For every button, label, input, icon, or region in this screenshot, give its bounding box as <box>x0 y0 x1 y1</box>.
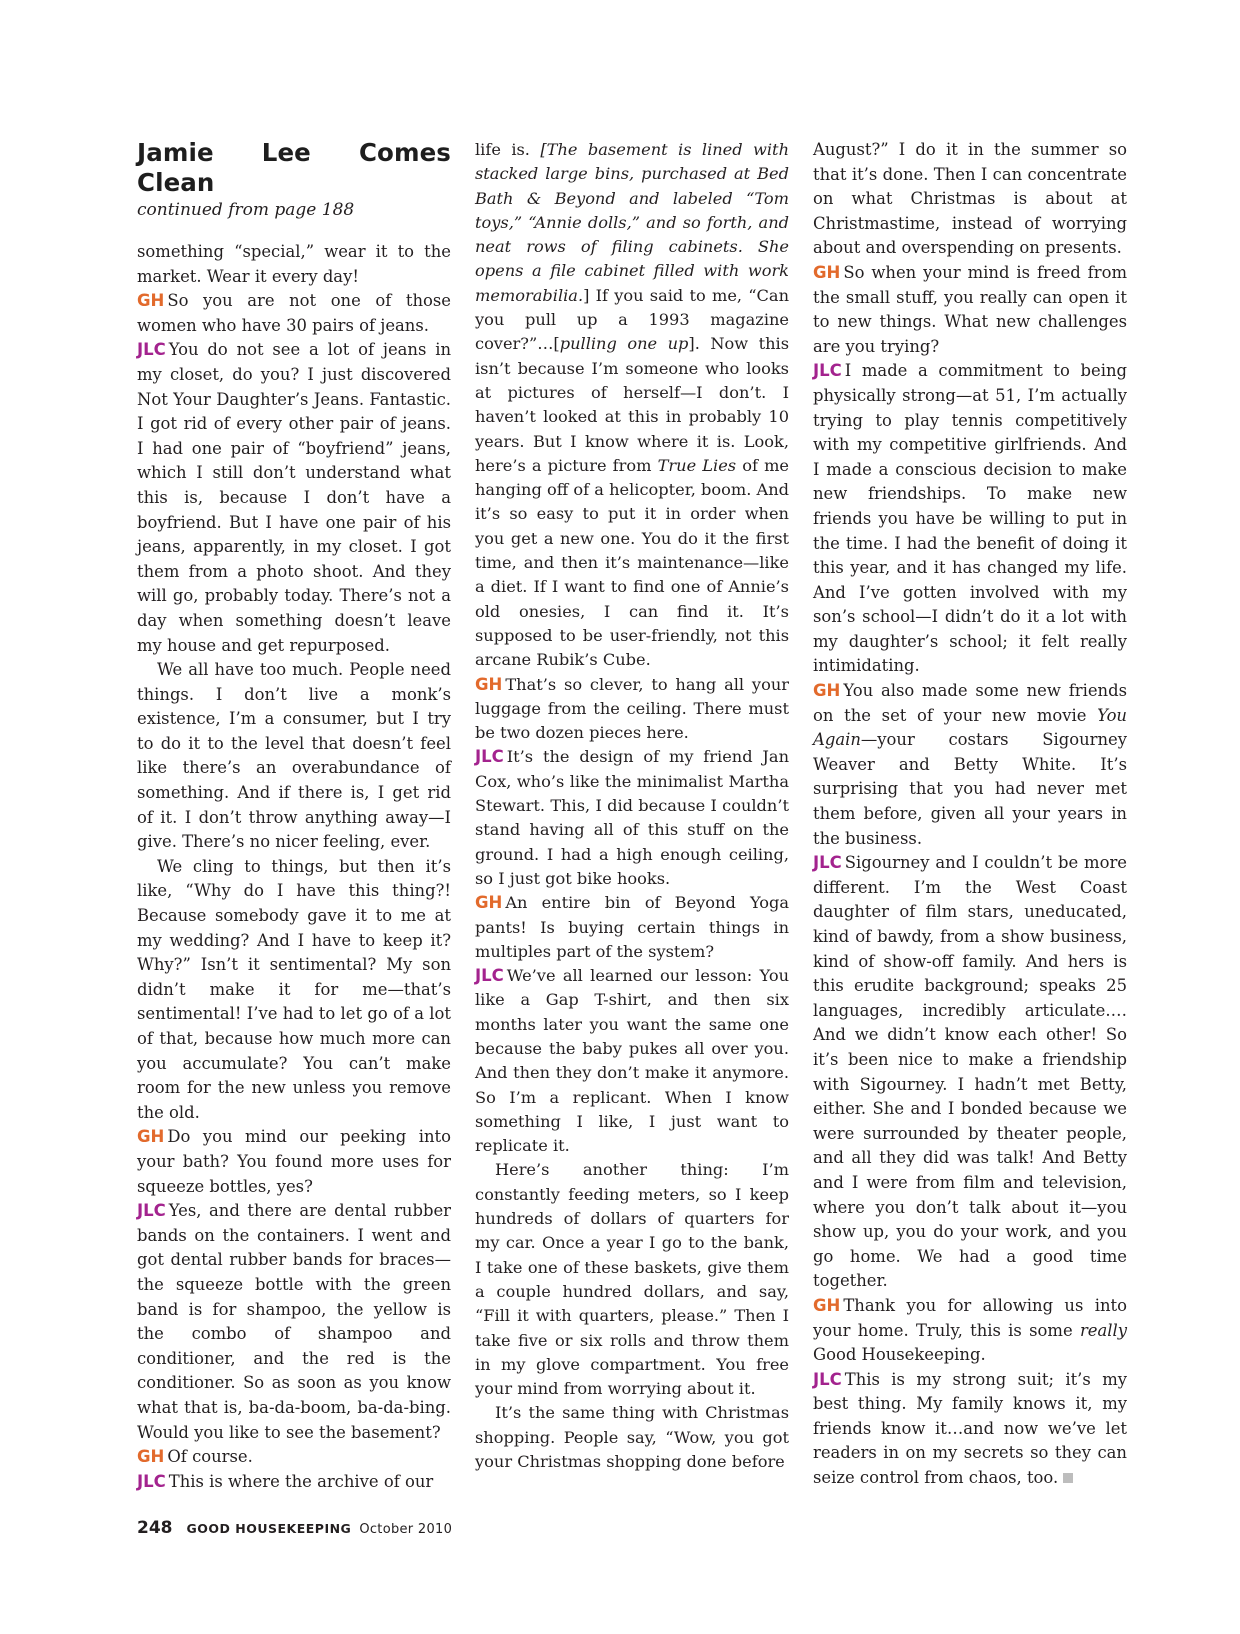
column-1 <box>137 138 451 1494</box>
speaker-gh: GH <box>475 674 503 694</box>
speaker-jlc: JLC <box>137 1201 166 1221</box>
paragraph: We cling to things, but then it’s like, “Why do I have this thing?! Because somebody gave it to me at my wedding? And I have to keep it? Why?” Isn’t it sentimental? My son didn’t make it for me—that’s sentimental! I’ve had to let go of a lot of that, because how much more can you accumulate? You can’t make room for the new unless you remove the old. <box>137 856 451 1122</box>
paragraph: August?” I do it in the summer so that it’s done. Then I can concentrate on what Christmas is about at Christmastime, instead of worrying about and overspending on presents. <box>813 140 1127 258</box>
continued-note: continued from page 188 <box>137 200 355 220</box>
paragraph: We all have too much. People need things. I don’t live a monk’s existence, I’m a consumer, but I try to do it to the level that doesn’t feel like there’s an overabundance of something. And if there is, I get rid of it. I don’t throw anything away—I give. There’s no nicer feeling, ever. <box>137 660 451 852</box>
speaker-jlc: JLC <box>813 1369 842 1389</box>
paragraph: It’s the same thing with Christmas shopping. People say, “Wow, you got your Christmas shopping done before <box>475 1403 789 1472</box>
paragraph: JLC We’ve all learned our lesson: You like a Gap T-shirt, and then six months later you want the same one because the baby pukes all over you. And then they don’t make it anymore. So I’m a replicant. When I know something I like, I just want to replicate it. <box>475 966 789 1156</box>
paragraph: Here’s another thing: I’m constantly feeding meters, so I keep hundreds of dollars of quarters for my car. Once a year I go to the bank, I take one of these baskets, give them a couple hundred dollars, and say, “Fill it with quarters, please.” Then I take five or six rolls and throw them in my glove compartment. You free your mind from worrying about it. <box>475 1160 789 1399</box>
speaker-gh: GH <box>475 893 503 913</box>
speaker-gh: GH <box>137 1127 165 1147</box>
speaker-jlc: JLC <box>475 747 504 767</box>
paragraph: GH So when your mind is freed from the small stuff, you really can open it to new things. What new challenges are you trying? <box>813 262 1127 356</box>
speaker-gh: GH <box>137 1447 165 1467</box>
paragraph: JLC This is my strong suit; it’s my best thing. My family knows it, my friends know it…and now we’ve let readers in on my secrets so they can seize control from chaos, too. <box>813 1369 1127 1488</box>
speaker-gh: GH <box>813 1295 841 1315</box>
speaker-jlc: JLC <box>137 1471 166 1491</box>
paragraph: GH An entire bin of Beyond Yoga pants! Is buying certain things in multiples part of the system? <box>475 893 789 961</box>
column-3 <box>813 138 1127 1491</box>
speaker-jlc: JLC <box>813 361 842 381</box>
speaker-jlc: JLC <box>475 966 504 986</box>
paragraph: GH You also made some new friends on the set of your new movie You Again—your costars Sigourney Weaver and Betty White. It’s surprising that you had never met them before, given all your years in the business. <box>813 681 1127 848</box>
paragraph: JLC I made a commitment to being physically strong—at 51, I’m actually trying to play tennis competitively with my competitive girlfriends. And I made a conscious decision to make new friendships. To make new friends you have be willing to put in the time. I had the benefit of doing it this year, and it has changed my life. And I’ve gotten involved with my son’s school—I didn’t do it a lot with my daughter’s school; it felt really intimidating. <box>813 361 1127 676</box>
paragraph: JLC You do not see a lot of jeans in my closet, do you? I just discovered Not Your Daughter’s Jeans. Fantastic. I got rid of every other pair of jeans. I had one pair of “boyfriend” jeans, which I still don’t understand what this is, because I don’t have a boyfriend. But I have one pair of his jeans, apparently, in my closet. I got them from a photo shoot. And they will go, probably today. There’s not a day when something doesn’t leave my house and get repurposed. <box>137 340 451 655</box>
paragraph: GH Of course. <box>137 1447 253 1467</box>
paragraph: life is. [The basement is lined with stacked large bins, purchased at Bed Bath & Beyond and labeled “Tom toys,” “Annie dolls,” and so forth, and neat rows of filing cabinets. She opens a file cabinet filled with work memorabilia.] If you said to me, “Can you pull up a 1993 magazine cover?”…[pulling one up]. Now this isn’t because I’m someone who looks at pictures of herself—I don’t. I haven’t looked at this in probably 10 years. But I know where it is. Look, here’s a picture from True Lies of me hanging off of a helicopter, boom. And it’s so easy to put it in order when you get a new one. You do it the first time, and then it’s maintenance—like a diet. If I want to find one of Annie’s old onesies, I can find it. It’s supposed to be user-friendly, not this arcane Rubik’s Cube. <box>475 140 790 670</box>
speaker-gh: GH <box>813 681 841 701</box>
speaker-jlc: JLC <box>137 340 166 360</box>
column-2 <box>475 138 789 1474</box>
issue-date: October 2010 <box>359 1522 453 1537</box>
speaker-jlc: JLC <box>813 853 842 873</box>
paragraph: GH Do you mind our peeking into your bath? You found more uses for squeeze bottles, yes? <box>137 1127 451 1196</box>
paragraph: GH Thank you for allowing us into your home. Truly, this is some really Good Housekeeping. <box>813 1295 1127 1365</box>
end-of-article-mark <box>1063 1473 1073 1483</box>
paragraph: JLC This is where the archive of our <box>137 1471 434 1491</box>
speaker-gh: GH <box>137 291 165 311</box>
article-title: Jamie Lee Comes Clean <box>137 138 451 197</box>
paragraph: JLC It’s the design of my friend Jan Cox, who’s like the minimalist Martha Stewart. This, I did because I couldn’t stand having all of this stuff on the ground. I had a high enough ceiling, so I just got bike hooks. <box>475 747 789 888</box>
publication-name: GOOD HOUSEKEEPING <box>186 1521 352 1536</box>
paragraph: GH That’s so clever, to hang all your luggage from the ceiling. There must be two dozen pieces here. <box>475 674 789 743</box>
speaker-gh: GH <box>813 262 841 282</box>
paragraph: something “special,” wear it to the market. Wear it every day! <box>137 242 451 286</box>
paragraph: GH So you are not one of those women who have 30 pairs of jeans. <box>137 291 451 335</box>
paragraph: JLC Yes, and there are dental rubber bands on the containers. I went and got dental rubber bands for braces—the squeeze bottle with the green band is for shampoo, the yellow is the combo of shampoo and conditioner, and the red is the conditioner. So as soon as you know what that is, ba-da-boom, ba-da-bing. Would you like to see the basement? <box>137 1201 451 1442</box>
page-number: 248 <box>137 1518 173 1538</box>
paragraph: JLC Sigourney and I couldn’t be more different. I’m the West Coast daughter of film stars, uneducated, kind of bawdy, from a show business, kind of show-off family. And hers is this erudite background; speaks 25 languages, incredibly articulate.… And we didn’t know each other! So it’s been nice to make a friendship with Sigourney. I hadn’t met Betty, either. She and I bonded because we were surrounded by theater people, and all they did was talk! And Betty and I were from film and television, where you don’t talk about it—you show up, you do your work, and you go home. We had a good time together. <box>813 853 1127 1291</box>
page-footer <box>137 1518 452 1538</box>
